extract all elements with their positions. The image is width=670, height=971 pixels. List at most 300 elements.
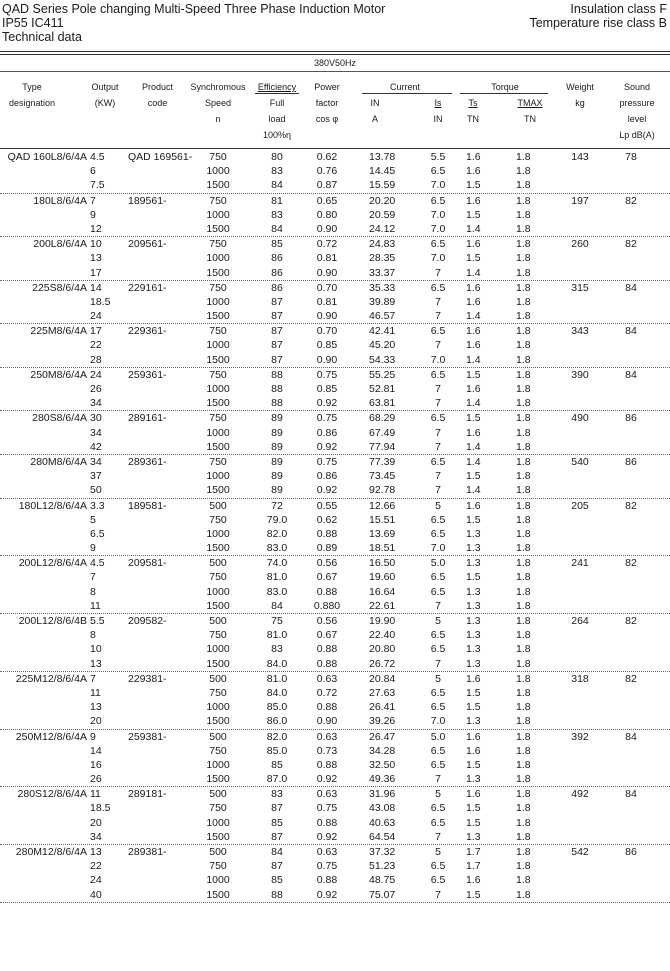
- speed: 1000: [206, 643, 230, 656]
- current-in: 92.78: [369, 484, 396, 497]
- efficiency: 87: [271, 353, 283, 366]
- temperature-class: Temperature rise class B: [529, 16, 667, 30]
- speed: 1500: [206, 397, 230, 410]
- product-code: 259381-: [128, 730, 167, 743]
- speed: 1000: [206, 339, 230, 352]
- motor-group: [0, 499, 670, 557]
- max-torque-ratio: 1.8: [516, 599, 531, 612]
- current-in: 73.45: [369, 470, 396, 483]
- output: 22: [90, 860, 102, 873]
- weight: 343: [571, 325, 589, 338]
- torque-ratio: 1.5: [466, 470, 481, 483]
- table-row: [0, 150, 670, 164]
- output: 14: [90, 281, 102, 294]
- current-ratio: 5: [435, 499, 441, 512]
- current-ratio: 5: [435, 788, 441, 801]
- current-ratio: 7: [435, 773, 441, 786]
- power-factor: 0.92: [316, 397, 338, 410]
- current-in: 27.63: [369, 686, 396, 699]
- efficiency: 83.0: [266, 585, 288, 598]
- current-in: 34.28: [369, 744, 396, 757]
- efficiency: 74.0: [266, 557, 288, 570]
- current-in: 77.39: [369, 455, 396, 468]
- output: 13: [90, 701, 102, 714]
- current-in: 20.20: [369, 194, 396, 207]
- band-rule: [0, 71, 670, 72]
- efficiency: 87: [271, 325, 283, 338]
- current-in: 51.23: [369, 860, 396, 873]
- motor-group: [0, 281, 670, 325]
- table-row: [0, 513, 670, 527]
- weight: 392: [571, 730, 589, 743]
- max-torque-ratio: 1.8: [516, 686, 531, 699]
- table-row: [0, 194, 670, 208]
- sound-level: 82: [625, 615, 637, 627]
- efficiency: 85: [271, 238, 283, 251]
- torque-ratio: 1.6: [466, 295, 481, 308]
- torque-ratio: 1.5: [466, 686, 481, 699]
- output: 8: [90, 585, 96, 598]
- speed: 1500: [206, 440, 230, 453]
- power-factor: 0.63: [316, 788, 338, 801]
- efficiency: 86: [271, 266, 283, 279]
- col-current-is: Is IN: [433, 98, 443, 124]
- table-row: [0, 556, 670, 570]
- current-ratio: 7.0: [430, 542, 446, 555]
- current-ratio: 6.5: [430, 571, 446, 584]
- power-factor: 0.86: [316, 426, 338, 439]
- speed: 1500: [206, 179, 230, 192]
- weight: 241: [571, 557, 589, 570]
- motor-group: [0, 194, 670, 238]
- efficiency: 72: [271, 499, 283, 512]
- max-torque-ratio: 1.8: [516, 470, 531, 483]
- efficiency: 84.0: [266, 657, 288, 670]
- output: 50: [90, 484, 102, 497]
- col-efficiency: Efficiency Full load 100%η: [257, 82, 297, 140]
- torque-ratio: 1.3: [466, 527, 481, 540]
- table-row: [0, 469, 670, 483]
- power-factor: 0.75: [316, 412, 338, 425]
- max-torque-ratio: 1.8: [516, 672, 531, 685]
- speed: 1500: [206, 353, 230, 366]
- current-in: 26.47: [369, 730, 396, 743]
- current-ratio: 5: [435, 672, 441, 685]
- max-torque-ratio: 1.8: [516, 701, 531, 714]
- current-in: 16.64: [369, 585, 396, 598]
- table-row: [0, 801, 670, 815]
- torque-ratio: 1.7: [466, 846, 481, 858]
- output: 17: [90, 325, 102, 338]
- efficiency: 89: [271, 470, 283, 483]
- torque-ratio: 1.5: [466, 368, 481, 381]
- output: 9: [90, 542, 96, 555]
- current-underline: [362, 93, 452, 94]
- torque-ratio: 1.4: [466, 440, 481, 453]
- output: 11: [90, 686, 101, 699]
- speed: 1500: [206, 715, 230, 728]
- max-torque-ratio: 1.8: [516, 788, 531, 801]
- efficiency: 84: [271, 179, 283, 192]
- current-ratio: 6.5: [430, 527, 446, 540]
- max-torque-ratio: 1.8: [516, 339, 531, 352]
- current-in: 42.41: [369, 325, 396, 338]
- power-factor: 0.85: [316, 339, 338, 352]
- current-in: 55.25: [369, 368, 396, 381]
- sound-level: 82: [625, 557, 637, 570]
- output: 18.5: [90, 295, 111, 308]
- table-row: [0, 585, 670, 599]
- power-factor: 0.92: [316, 888, 338, 901]
- speed: 750: [209, 325, 227, 338]
- speed: 1500: [206, 657, 230, 670]
- current-in: 22.40: [369, 629, 396, 642]
- current-in: 35.33: [369, 281, 396, 294]
- torque-ratio: 1.5: [466, 513, 481, 526]
- output: 24: [90, 874, 102, 887]
- current-ratio: 5.0: [430, 730, 446, 743]
- max-torque-ratio: 1.8: [516, 194, 531, 207]
- torque-ratio: 1.3: [466, 599, 481, 612]
- current-in: 15.51: [369, 513, 396, 526]
- current-in: 18.51: [369, 542, 396, 555]
- table-row: [0, 772, 670, 786]
- output: 16: [90, 758, 102, 771]
- table-row: [0, 164, 670, 178]
- power-factor: 0.85: [316, 383, 338, 395]
- current-ratio: 6.5: [430, 194, 446, 207]
- table-row: [0, 758, 670, 772]
- sound-level: 82: [625, 238, 637, 251]
- power-factor: 0.90: [316, 222, 338, 235]
- power-factor: 0.90: [316, 310, 338, 323]
- power-factor: 0.63: [316, 730, 338, 743]
- output: 13: [90, 252, 102, 265]
- current-ratio: 7: [435, 295, 441, 308]
- speed: 750: [209, 744, 227, 757]
- output: 10: [90, 238, 102, 251]
- efficiency: 88: [271, 383, 283, 395]
- sound-level: 84: [625, 730, 637, 743]
- weight: 205: [571, 499, 589, 512]
- torque-ratio: 1.6: [466, 672, 481, 685]
- output: 11: [90, 599, 101, 612]
- weight: 315: [571, 281, 589, 294]
- sound-level: 84: [625, 325, 637, 338]
- output: 11: [90, 788, 101, 801]
- type-designation: 250M8/6/4A: [30, 368, 87, 381]
- speed: 1500: [206, 542, 230, 555]
- efficiency: 87: [271, 830, 283, 843]
- weight: 197: [571, 194, 589, 207]
- current-in: 77.94: [369, 440, 396, 453]
- power-factor: 0.87: [316, 179, 338, 192]
- torque-ratio: 1.3: [466, 585, 481, 598]
- torque-ratio: 1.5: [466, 412, 481, 425]
- power-factor: 0.880: [313, 599, 341, 612]
- current-ratio: 7: [435, 383, 441, 395]
- current-ratio: 6.5: [430, 643, 446, 656]
- current-ratio: 5: [435, 846, 441, 858]
- current-ratio: 6.5: [430, 412, 446, 425]
- table-row: [0, 714, 670, 728]
- current-in: 19.60: [369, 571, 396, 584]
- type-designation: 200L12/8/6/4A: [18, 557, 87, 570]
- col-current: Current: [389, 82, 420, 92]
- speed: 500: [209, 615, 227, 627]
- current-ratio: 7: [435, 657, 441, 670]
- max-torque-ratio: 1.8: [516, 455, 531, 468]
- col-current-in: IN A: [370, 98, 380, 124]
- weight: 143: [571, 151, 589, 163]
- torque-ratio: 1.6: [466, 744, 481, 757]
- current-ratio: 6.5: [430, 874, 446, 887]
- table-row: [0, 222, 670, 236]
- current-ratio: 6.5: [430, 802, 446, 815]
- section-label: Technical data: [2, 30, 82, 44]
- power-factor: 0.62: [316, 151, 338, 163]
- efficiency: 83: [271, 165, 283, 178]
- power-factor: 0.70: [316, 281, 338, 294]
- power-factor: 0.75: [316, 455, 338, 468]
- max-torque-ratio: 1.8: [516, 816, 531, 829]
- product-code: 229161-: [128, 281, 167, 294]
- current-ratio: 7: [435, 440, 441, 453]
- type-designation: 180L12/8/6/4A: [18, 499, 87, 512]
- torque-ratio: 1.3: [466, 830, 481, 843]
- table-row: [0, 730, 670, 744]
- output: 14: [90, 744, 102, 757]
- efficiency: 81.0: [266, 571, 288, 584]
- col-torque-tmax: TMAX TN: [517, 98, 543, 124]
- type-designation: 280M12/8/6/4A: [15, 846, 87, 858]
- output: 13: [90, 657, 102, 670]
- current-in: 22.61: [369, 599, 396, 612]
- power-factor: 0.67: [316, 629, 338, 642]
- table-row: [0, 744, 670, 758]
- current-in: 64.54: [369, 830, 396, 843]
- max-torque-ratio: 1.8: [516, 412, 531, 425]
- max-torque-ratio: 1.8: [516, 758, 531, 771]
- table-row: [0, 411, 670, 425]
- power-factor: 0.88: [316, 657, 338, 670]
- output: 7: [90, 672, 96, 685]
- speed: 1000: [206, 470, 230, 483]
- current-in: 33.37: [369, 266, 396, 279]
- output: 28: [90, 353, 102, 366]
- table-row: [0, 888, 670, 902]
- current-in: 45.20: [369, 339, 396, 352]
- torque-ratio: 1.3: [466, 643, 481, 656]
- current-in: 14.45: [369, 165, 396, 178]
- max-torque-ratio: 1.8: [516, 643, 531, 656]
- efficiency: 85.0: [266, 701, 288, 714]
- efficiency: 89: [271, 484, 283, 497]
- col-type: Type designation: [8, 82, 56, 108]
- max-torque-ratio: 1.8: [516, 325, 531, 338]
- speed: 1000: [206, 874, 230, 887]
- output: 9: [90, 208, 96, 221]
- table-row: [0, 251, 670, 265]
- speed: 500: [209, 499, 227, 512]
- table-row: [0, 628, 670, 642]
- power-factor: 0.88: [316, 701, 338, 714]
- current-ratio: 6.5: [430, 701, 446, 714]
- torque-ratio: 1.6: [466, 281, 481, 294]
- output: 24: [90, 368, 102, 381]
- product-code: 229361-: [128, 325, 167, 338]
- product-code: 289361-: [128, 455, 167, 468]
- table-row: [0, 873, 670, 887]
- torque-ratio: 1.4: [466, 455, 481, 468]
- weight: 390: [571, 368, 589, 381]
- table-row: [0, 178, 670, 192]
- speed: 750: [209, 281, 227, 294]
- efficiency: 79.0: [266, 513, 288, 526]
- product-code: 209561-: [128, 238, 167, 251]
- output: 4.5: [90, 151, 105, 163]
- table-row: [0, 657, 670, 671]
- current-in: 43.08: [369, 802, 396, 815]
- speed: 1000: [206, 426, 230, 439]
- weight: 318: [571, 672, 589, 685]
- output: 20: [90, 816, 102, 829]
- max-torque-ratio: 1.8: [516, 151, 531, 163]
- max-torque-ratio: 1.8: [516, 281, 531, 294]
- current-in: 75.07: [369, 888, 396, 901]
- output: 8: [90, 629, 96, 642]
- output: 26: [90, 383, 102, 395]
- current-ratio: 7: [435, 484, 441, 497]
- current-ratio: 6.5: [430, 758, 446, 771]
- current-ratio: 6.5: [430, 281, 446, 294]
- power-factor: 0.81: [316, 295, 338, 308]
- speed: 750: [209, 629, 227, 642]
- table-row: [0, 845, 670, 859]
- speed: 1000: [206, 585, 230, 598]
- current-ratio: 7: [435, 339, 441, 352]
- power-factor: 0.90: [316, 266, 338, 279]
- max-torque-ratio: 1.8: [516, 484, 531, 497]
- power-factor: 0.63: [316, 672, 338, 685]
- speed: 1000: [206, 816, 230, 829]
- output: 5: [90, 513, 96, 526]
- power-factor: 0.88: [316, 816, 338, 829]
- power-factor: 0.90: [316, 353, 338, 366]
- current-in: 26.41: [369, 701, 396, 714]
- torque-ratio: 1.5: [466, 571, 481, 584]
- table-row: [0, 455, 670, 469]
- table-row: [0, 353, 670, 367]
- torque-ratio: 1.4: [466, 484, 481, 497]
- product-code: 189581-: [128, 499, 167, 512]
- current-ratio: 6.5: [430, 816, 446, 829]
- current-ratio: 7.0: [430, 715, 446, 728]
- efficiency: 84: [271, 846, 283, 858]
- table-row: [0, 816, 670, 830]
- type-designation: 225S8/6/4A: [32, 281, 87, 294]
- power-factor: 0.70: [316, 325, 338, 338]
- current-ratio: 7: [435, 266, 441, 279]
- power-factor: 0.88: [316, 643, 338, 656]
- output: 30: [90, 412, 102, 425]
- output: 10: [90, 643, 102, 656]
- efficiency: 89: [271, 412, 283, 425]
- max-torque-ratio: 1.8: [516, 295, 531, 308]
- efficiency: 80: [271, 151, 283, 163]
- torque-ratio: 1.5: [466, 701, 481, 714]
- current-in: 52.81: [369, 383, 396, 395]
- product-code: 289181-: [128, 788, 167, 801]
- output: 34: [90, 397, 102, 410]
- current-ratio: 6.5: [430, 585, 446, 598]
- torque-ratio: 1.4: [466, 266, 481, 279]
- speed: 500: [209, 672, 227, 685]
- protection-rating: IP55 IC411: [2, 16, 64, 30]
- table-row: [0, 787, 670, 801]
- table-row: [0, 686, 670, 700]
- power-factor: 0.88: [316, 527, 338, 540]
- weight: 492: [571, 788, 589, 801]
- speed: 1500: [206, 888, 230, 901]
- col-torque: Torque: [491, 82, 519, 92]
- table-row: [0, 382, 670, 396]
- motor-group: [0, 614, 670, 672]
- current-in: 28.35: [369, 252, 396, 265]
- insulation-class: Insulation class F: [570, 2, 667, 16]
- product-code: 209582-: [128, 615, 167, 627]
- table-row: [0, 426, 670, 440]
- sound-level: 82: [625, 672, 637, 685]
- product-code: 209581-: [128, 557, 167, 570]
- torque-ratio: 1.6: [466, 730, 481, 743]
- table-row: [0, 324, 670, 338]
- max-torque-ratio: 1.8: [516, 874, 531, 887]
- current-ratio: 6.5: [430, 629, 446, 642]
- speed: 1500: [206, 266, 230, 279]
- torque-ratio: 1.6: [466, 788, 481, 801]
- power-factor: 0.73: [316, 744, 338, 757]
- max-torque-ratio: 1.8: [516, 730, 531, 743]
- motor-group: [0, 845, 670, 903]
- header-right: [529, 2, 667, 30]
- efficiency: 83: [271, 208, 283, 221]
- col-torque-ts: Ts TN: [467, 98, 479, 124]
- max-torque-ratio: 1.8: [516, 860, 531, 873]
- max-torque-ratio: 1.8: [516, 426, 531, 439]
- current-in: 15.59: [369, 179, 396, 192]
- type-designation: 200L8/6/4A: [33, 238, 87, 251]
- speed: 1500: [206, 830, 230, 843]
- product-code: QAD 169561-: [128, 151, 193, 163]
- table-row: [0, 440, 670, 454]
- power-factor: 0.86: [316, 470, 338, 483]
- torque-ratio: 1.5: [466, 208, 481, 221]
- current-in: 20.59: [369, 208, 396, 221]
- max-torque-ratio: 1.8: [516, 773, 531, 786]
- torque-ratio: 1.4: [466, 397, 481, 410]
- efficiency: 87: [271, 860, 283, 873]
- efficiency: 87: [271, 802, 283, 815]
- output: 6.5: [90, 527, 105, 540]
- type-designation: 225M12/8/6/4A: [15, 672, 87, 685]
- max-torque-ratio: 1.8: [516, 499, 531, 512]
- current-in: 49.36: [369, 773, 396, 786]
- speed: 1500: [206, 222, 230, 235]
- speed: 1000: [206, 208, 230, 221]
- torque-ratio: 1.6: [466, 874, 481, 887]
- output: 3.3: [90, 499, 105, 512]
